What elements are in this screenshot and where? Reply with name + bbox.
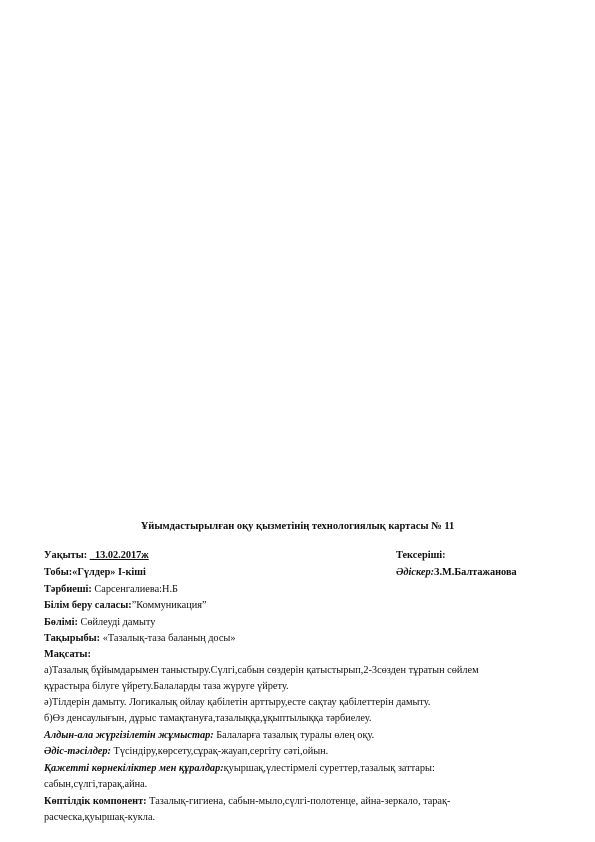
materials-line-2: сабын,сүлгі,тарақ,айна. <box>44 779 148 790</box>
methods-value: Түсіндіру,көрсету,сұрақ-жауап,сергіту сәті,ойын. <box>110 746 329 757</box>
group-row <box>44 566 146 579</box>
date-value: _13.02.2017ж <box>89 550 149 561</box>
date-label: Уақыты: <box>44 550 88 561</box>
section-row <box>44 616 155 629</box>
group-value: «Гүлдер» I-кіші <box>72 567 146 578</box>
goals-line-2: құрастыра білуге үйрету.Балаларды таза жүруге үйрету. <box>44 681 289 692</box>
teacher-row <box>44 583 178 596</box>
materials-row <box>44 762 435 775</box>
methodist-row <box>396 566 517 579</box>
prework-value: Балаларға тазалық туралы өлең оқу. <box>213 730 375 741</box>
methods-row <box>44 745 328 758</box>
bilingual-label: Көптілдік компонент: <box>44 796 147 807</box>
bilingual-line-2: расческа,қуыршақ-кукла. <box>44 812 156 823</box>
methodist-value: З.М.Балтажанова <box>434 567 517 578</box>
prework-label: Алдын-ала жүргізілетін жұмыстар: <box>44 730 214 741</box>
document-title: Ұйымдастырылған оқу қызметінің технологиялық картасы № 11 <box>140 521 455 532</box>
date-row <box>44 549 149 562</box>
goals-line-4: б)Өз денсаулығын, дұрыс тамақтануға,тазалыққа,ұқыптылыққа тәрбиелеу. <box>44 713 372 724</box>
bilingual-value: Тазалық-гигиена, сабын-мыло,сүлгі-полотенце, айна-зеркало, тарақ- <box>146 796 451 807</box>
materials-value: қуыршақ,үлестірмелі суреттер,тазалық заттары: <box>223 763 435 774</box>
area-row <box>44 599 207 612</box>
topic-label: Тақырыбы: <box>44 633 101 644</box>
topic-value: «Тазалық-таза баланың досы» <box>100 633 236 644</box>
methods-label: Әдіс-тәсілдер: <box>44 746 111 757</box>
prework-row <box>44 729 374 742</box>
goals-line-1: а)Тазалық бұйымдарымен таныстыру.Сүлгі,сабын сөздерін қатыстырып,2-3сөзден тұратын сөйлем <box>44 665 479 676</box>
area-label: Білім беру саласы: <box>44 600 132 611</box>
materials-label: Қажетті көрнекіліктер мен құралдар: <box>44 763 224 774</box>
topic-row <box>44 632 235 645</box>
checker-label: Тексеріші: <box>396 550 446 561</box>
section-label: Бөлімі: <box>44 617 78 628</box>
goals-label <box>44 648 91 661</box>
goals-line-3: ә)Тілдерін дамыту. Логикалық ойлау қабілетін арттыру,есте сақтау қабілеттерін дамыту. <box>44 697 431 708</box>
bilingual-row <box>44 795 450 808</box>
teacher-label: Тәрбиеші: <box>44 584 92 595</box>
teacher-value: Сарсенгалиева:Н.Б <box>91 584 178 595</box>
area-value: ”Коммуникация” <box>131 600 207 611</box>
section-value: Сөйлеуді дамыту <box>77 617 156 628</box>
methodist-label: Әдіскер: <box>396 567 435 578</box>
group-label: Тобы: <box>44 567 73 578</box>
goals-label-text: Мақсаты: <box>44 649 91 660</box>
